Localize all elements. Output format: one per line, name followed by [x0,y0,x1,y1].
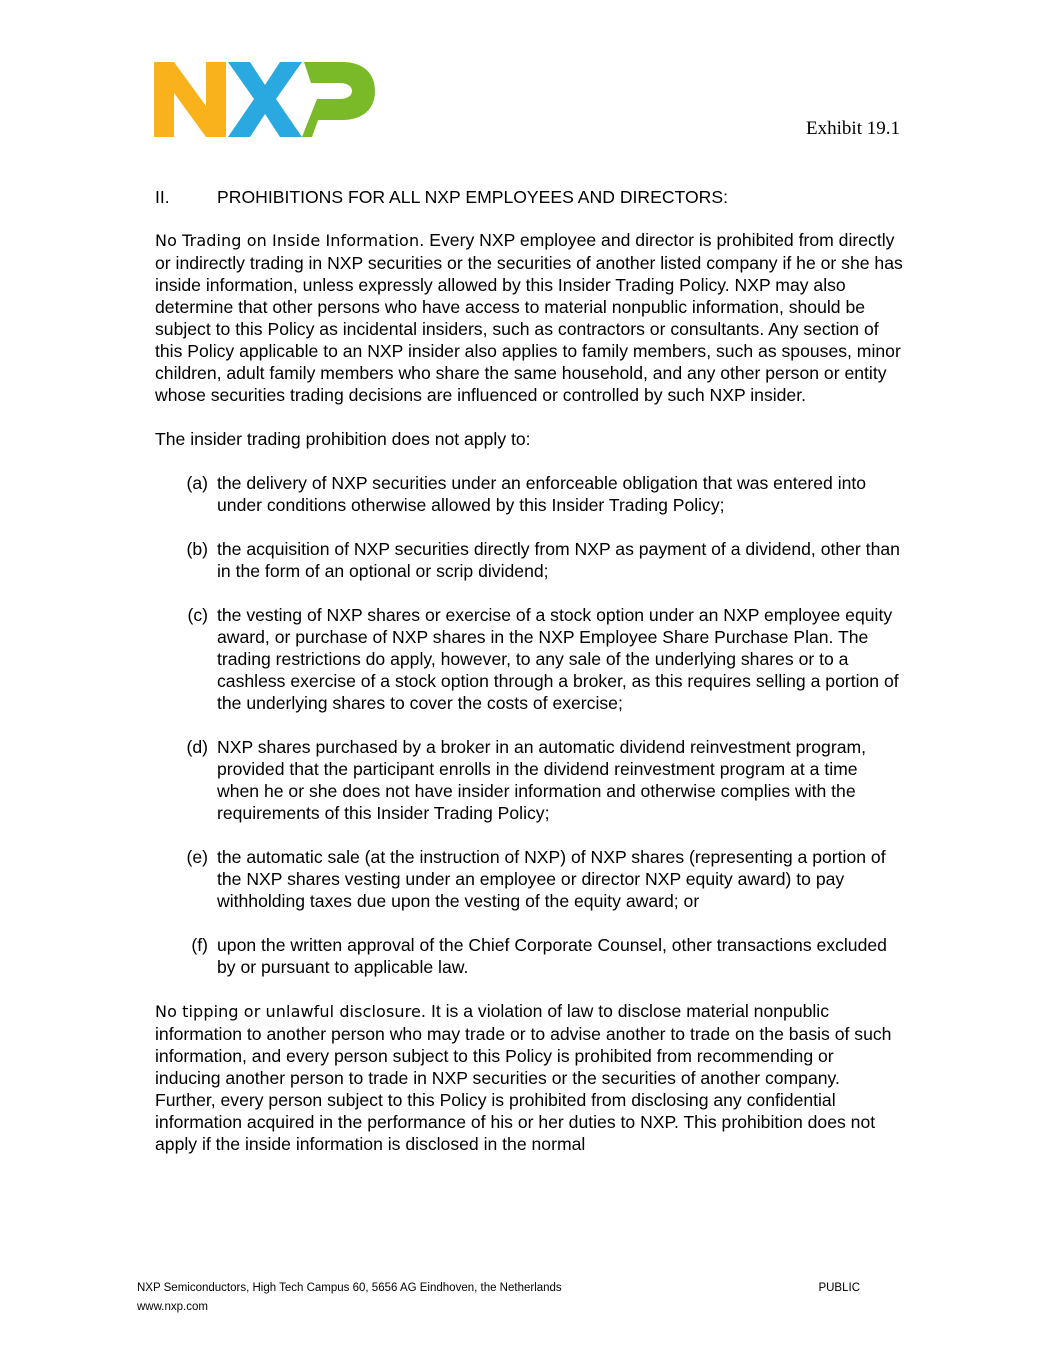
section-heading [155,186,903,208]
exception-marker: (a) [186,473,208,493]
exception-text: the acquisition of NXP securities directly from NXP as payment of a dividend, other than in the form of an optional or scrip dividend; [217,539,900,581]
no-tipping-text: It is a violation of law to disclose material nonpublic information to another person who may trade or to advise another to trade on the basis of such information, and every person subject to this Policy is prohibited from recommending or inducing another person to trade in NXP securities or the securities of another company. Further, every person subject to this Policy is prohibited from disclosing any confidential information acquired in the performance of his or her duties to NXP. This prohibition does not apply if the inside information is disclosed in the normal [155,1001,892,1154]
no-tipping-lead: No tipping or unlawful disclosure. [155,1002,427,1021]
page-footer [137,1279,897,1317]
footer-classification: PUBLIC [818,1282,860,1294]
footer-website: www.nxp.com [137,1301,208,1313]
exception-text: the automatic sale (at the instruction of NXP) of NXP shares (representing a portion of the NXP shares vesting under an employee or director NXP equity award) to pay withholding taxes due upon the vesting of the equity award; or [217,847,886,911]
no-tipping-paragraph [155,1000,903,1155]
exception-item [155,604,903,714]
no-trading-lead: No Trading on Inside Information. [155,231,425,250]
exception-marker: (d) [186,737,208,757]
nxp-logo-mark [154,60,378,140]
no-trading-text: Every NXP employee and director is prohibited from directly or indirectly trading in NXP securities or the securities of another listed company if he or she has inside information, unless expressly allowed by this Insider Trading Policy. NXP may also determine that other persons who have access to material nonpublic information, should be subject to this Policy as incidental insiders, such as contractors or consultants. Any section of this Policy applicable to an NXP insider also applies to family members, such as spouses, minor children, adult family members who share the same household, and any other person or entity whose securities trading decisions are influenced or controlled by such NXP insider. [155,230,903,405]
exception-marker: (b) [186,539,208,559]
exception-text: the vesting of NXP shares or exercise of a stock option under an NXP employee equity award, or purchase of NXP shares in the NXP Employee Share Purchase Plan. The trading restrictions do apply, however, to any sale of the underlying shares or to a cashless exercise of a stock option through a broker, as this requires selling a portion of the underlying shares to cover the costs of exercise; [217,605,899,713]
exception-item [155,934,903,978]
exception-item [155,472,903,516]
exception-text: NXP shares purchased by a broker in an automatic dividend reinvestment program, provided that the participant enrolls in the dividend reinvestment program at a time when he or she does not have insider information and otherwise complies with the requirements of this Insider Trading Policy; [217,737,867,823]
exception-marker: (e) [186,847,208,867]
exception-text: the delivery of NXP securities under an enforceable obligation that was entered into under conditions otherwise allowed by this Insider Trading Policy; [217,473,867,515]
exception-item [155,846,903,912]
exception-item [155,538,903,582]
exception-marker: (f) [191,935,208,955]
footer-address: NXP Semiconductors, High Tech Campus 60, 5656 AG Eindhoven, the Netherlands [137,1282,562,1294]
nxp-logo [154,60,378,140]
section-title: PROHIBITIONS FOR ALL NXP EMPLOYEES AND DIRECTORS: [217,187,728,207]
exceptions-list [155,472,903,978]
logo-letter-x [228,62,302,137]
no-trading-paragraph [155,229,903,406]
exceptions-intro: The insider trading prohibition does not apply to: [155,429,531,449]
footer-row [137,1279,897,1298]
exception-item [155,736,903,824]
document-body [155,186,903,1177]
exception-marker: (c) [187,605,208,625]
exception-text: upon the written approval of the Chief Corporate Counsel, other transactions excluded by or pursuant to applicable law. [217,935,887,977]
logo-letter-p [302,62,375,137]
logo-letter-n [154,62,226,137]
section-number: II. [155,187,170,207]
exhibit-label: Exhibit 19.1 [806,118,900,139]
